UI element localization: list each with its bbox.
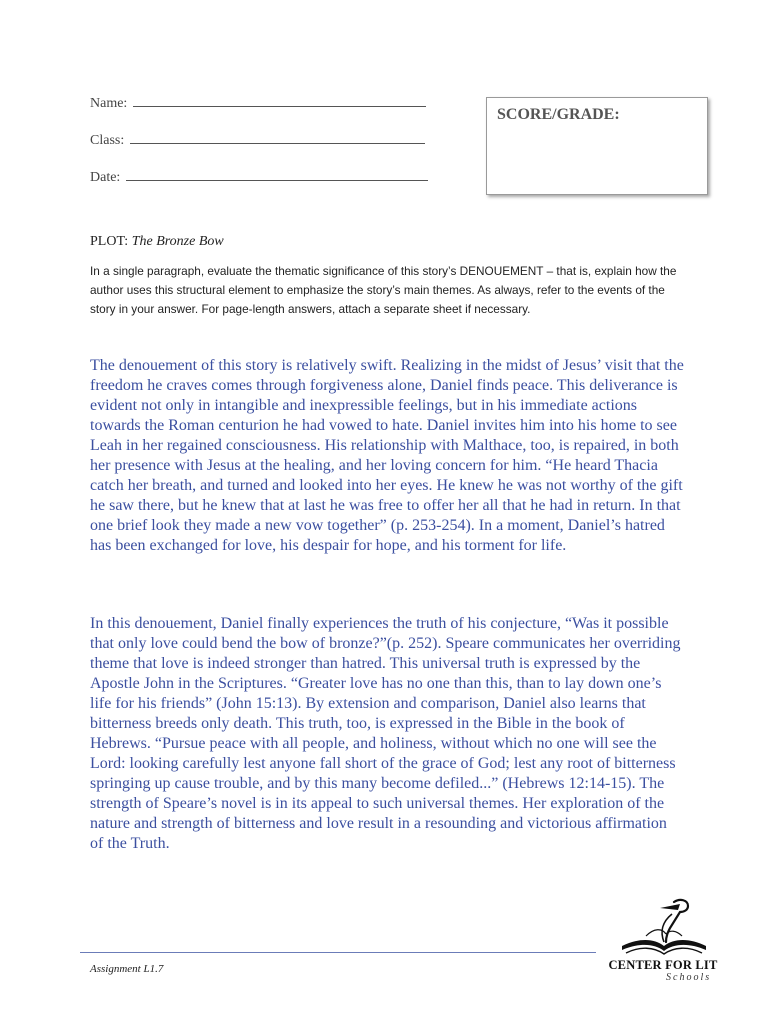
logo-text: CENTER FOR LIT [608,958,718,972]
name-field[interactable] [90,94,426,112]
book-title: The Bronze Bow [131,234,224,249]
class-field[interactable] [90,131,425,149]
center-for-lit-logo [604,898,730,988]
name-label: Name: [90,96,128,111]
name-blank-line[interactable] [133,94,426,107]
class-blank-line[interactable] [130,131,425,144]
score-grade-box [486,97,708,195]
answer-paragraph-1: The denouement of this story is relatively swift. Realizing in the midst of Jesus’ visit that the freedom he craves comes through forgiveness alone, Daniel finds peace. This deliverance is evident not only in intangible and inexpressible feelings, but in his immediate actions towards the Roman centurion he had vowed to hate. Daniel invites him into his home to see Leah in her regained consciousness. His relationship with Malthace, too, is repaired, in both her presence with Jesus at the healing, and her loving concern for him. “He heard Thacia catch her breath, and turned and looked into her eyes. He knew he was not worthy of the gift he saw there, but he knew that at last he was free to offer her all that he had in return. In that one brief look they made a new vow together” (p. 253-254). In a moment, Daniel’s hatred has been exchanged for love, his despair for hope, and his torment for life. [90,357,684,554]
date-label: Date: [90,170,121,185]
footer-divider [80,952,596,953]
assignment-instructions: In a single paragraph, evaluate the thematic significance of this story’s DENOUEMENT – that is, explain how the author uses this structural element to emphasize the story’s main themes. As always, refer to the events of the story in your answer. For page-length answers, attach a separate sheet if necessary. [90,264,677,316]
date-field[interactable] [90,168,428,186]
class-label: Class: [90,133,125,148]
logo-subtext: Schools [666,972,712,983]
assignment-label: Assignment L1.7 [90,963,164,975]
plot-heading [90,234,224,250]
plot-prefix: PLOT: [90,234,129,249]
answer-paragraph-2: In this denouement, Daniel finally experiences the truth of his conjecture, “Was it possible that only love could bend the bow of bronze?”(p. 252). Speare communicates her overriding theme that love is indeed stronger than hatred. This universal truth is expressed by the Apostle John in the Scriptures. “Greater love has no one than this, than to lay down one’s life for his friends” (John 15:13). By extension and comparison, Daniel also learns that bitterness breeds only death. This truth, too, is expressed in the Bible in the book of Hebrews. “Pursue peace with all people, and holiness, without which no one will see the Lord: looking carefully lest anyone fall short of the grace of God; lest any root of bitterness springing up cause trouble, and by this many become defiled...” (Hebrews 12:14-15). The strength of Speare’s novel is in its appeal to such universal themes. Her exploration of the nature and strength of bitterness and love result in a resounding and victorious affirmation of the Truth. [90,615,681,852]
date-blank-line[interactable] [126,168,428,181]
score-grade-label: SCORE/GRADE: [497,106,620,123]
pelican-book-icon [616,898,712,962]
